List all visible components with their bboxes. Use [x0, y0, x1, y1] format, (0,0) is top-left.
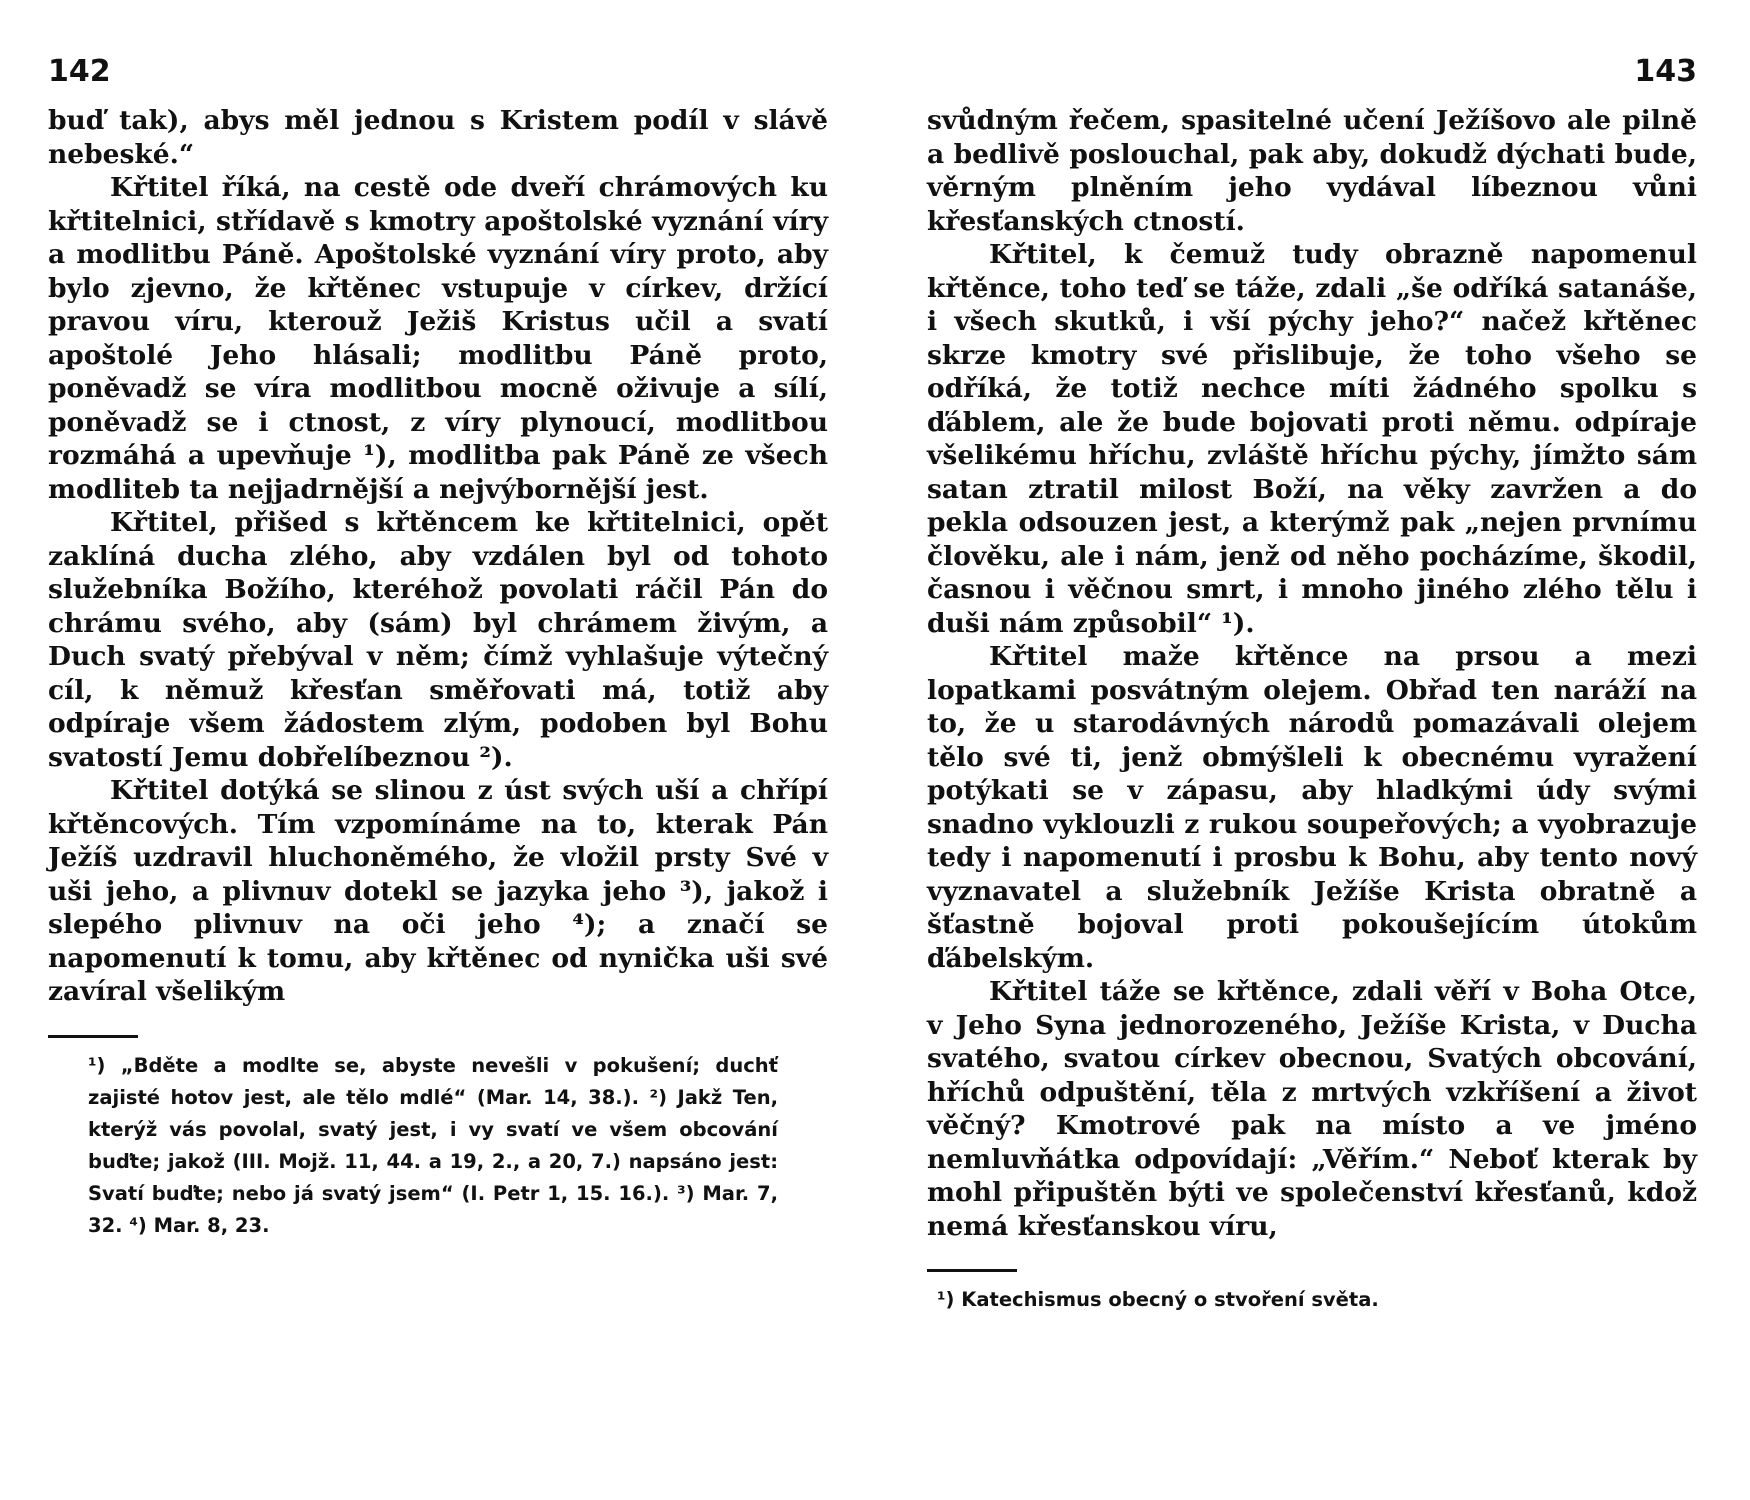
page-number: 142 [48, 54, 111, 89]
right-page [875, 0, 1750, 1500]
footnotes: ¹) „Bděte a modlte se, abyste nevešli v pokušení; duchť zajisté hotov jest, ale tělo mdlé“ (Mar. 14, 38.). ²) Jakž Ten, kterýž vás povolal, svatý jest, i vy svatí ve všem obcování buďte; jakož (III. Mojž. 11, 44. a 19, 2., a 20, 7.) napsáno jest: Svatí buďte; nebo já svatý jsem“ (I. Petr 1, 15. 16.). ³) Mar. 7, 32. ⁴) Mar. 8, 23. [88, 1053, 778, 1237]
footnote-divider [48, 1035, 138, 1038]
paragraph: Křtitel táže se křtěnce, zdali věří v Boha Otce, v Jeho Syna jednorozeného, Ježíše Krista, v Ducha svatého, svatou církev obecnou, Svatých obcování, hříchů odpuštění, těla z mrtvých vzkříšení a život věčný? Kmotrové pak na místo a ve jméno nemluvňátka odpovídají: „Věřím.“ Neboť kterak by mohl připuštěn býti ve společenství křesťanů, kdož nemá křesťanskou víru, [927, 976, 1697, 1242]
footnote-divider [927, 1269, 1017, 1272]
paragraph: Křtitel, k čemuž tudy obrazně napomenul křtěnce, toho teď se táže, zdali „še odříká satanáše, i všech skutků, i vší pýchy jeho?“ načež křtěnec skrze kmotry své přislibuje, že toho všeho se odříká, že totiž nechce míti žádného spolku s ďáblem, ale že bude bojovati proti němu. odpíraje všelikému hříchu, zvláště hříchu pýchy, jímžto sám satan ztratil milost Boží, na věky zavržen a do pekla odsouzen jest, a kterýmž pak „nejen prvnímu člověku, ale i nám, jenž od něho pocházíme, škodil, časnou i věčnou smrt, i mnoho jiného zlého tělu i duši nám způsobil“ ¹). [927, 239, 1697, 639]
footnotes: ¹) Katechismus obecný o stvoření světa. [937, 1288, 1379, 1311]
paragraph: svůdným řečem, spasitelné učení Ježíšovo ale pilně a bedlivě poslouchal, pak aby, dokudž dýchati bude, věrným plněním jeho vydával líbeznou vůni křesťanských ctností. [927, 105, 1697, 237]
paragraph: Křtitel maže křtěnce na prsou a mezi lopatkami posvátným olejem. Obřad ten naráží na to, že u starodávných národů pomazávali olejem tělo své ti, jenž obmýšleli k obecnému vyražení potýkati se v zápasu, aby hladkými údy svými snadno vyklouzli z rukou soupeřových; a vyobrazuje tedy i napomenutí i prosbu k Bohu, aby tento nový vyznavatel a služebník Ježíše Krista obratně a šťastně bojoval proti pokoušejícím útokům ďábelským. [927, 641, 1697, 974]
paragraph: Křtitel dotýká se slinou z úst svých uší a chřípí křtěncových. Tím vzpomínáme na to, kterak Pán Ježíš uzdravil hluchoněmého, že vložil prsty Své v uši jeho, a plivnuv dotekl se jazyka jeho ³), jakož i slepého plivnuv na oči jeho ⁴); a značí se napomenutí k tomu, aby křtěnec od nynička uši své zavíral všelikým [48, 775, 828, 1007]
paragraph: Křtitel, přišed s křtěncem ke křtitelnici, opět zaklíná ducha zlého, aby vzdálen byl od tohoto služebníka Božího, kteréhož povolati ráčil Pán do chrámu svého, aby (sám) byl chrámem živým, a Duch svatý přebýval v něm; čímž vyhlašuje výtečný cíl, k němuž křesťan směřovati má, totiž aby odpíraje všem žádostem zlým, podoben byl Bohu svatostí Jemu dobřelíbeznou ²). [48, 507, 828, 773]
paragraph: Křtitel říká, na cestě ode dveří chrámových ku křtitelnici, střídavě s kmotry apoštolské vyznání víry a modlitbu Páně. Apoštolské vyznání víry proto, aby bylo zjevno, že křtěnec vstupuje v církev, držící pravou víru, kterouž Ježiš Kristus učil a svatí apoštolé Jeho hlásali; modlitbu Páně proto, poněvadž se víra modlitbou mocně oživuje a sílí, poněvadž se i ctnost, z víry plynoucí, modlitbou rozmáhá a upevňuje ¹), modlitba pak Páně ze všech modliteb ta nejjadrnější a nejvýbornější jest. [48, 172, 828, 505]
paragraph: buď tak), abys měl jednou s Kristem podíl v slávě nebeské.“ [48, 105, 828, 170]
page-number: 143 [1634, 54, 1697, 89]
body-text [48, 104, 828, 1009]
body-text [927, 104, 1697, 1243]
